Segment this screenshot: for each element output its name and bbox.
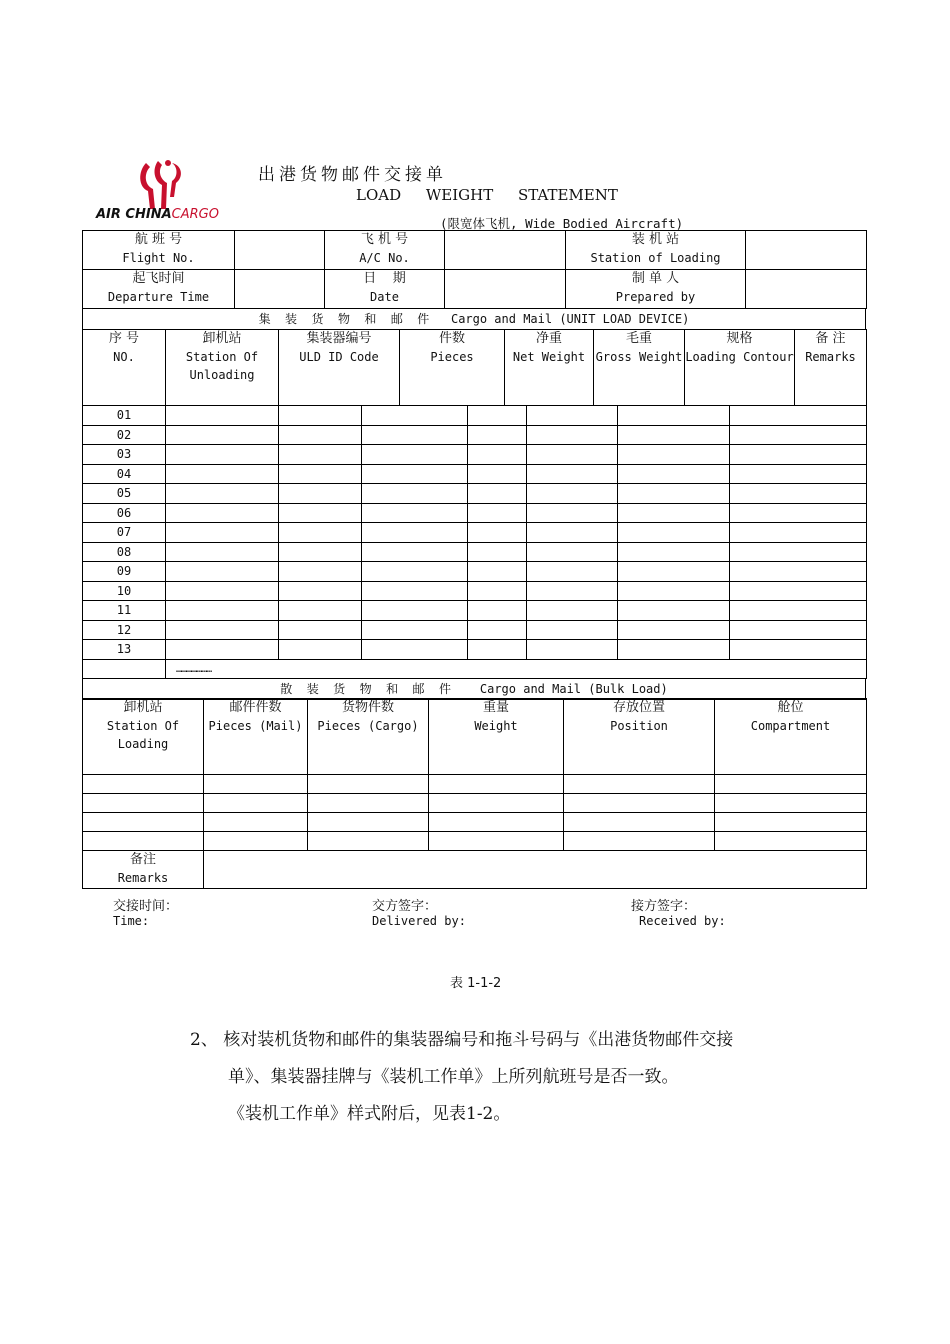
table-cell[interactable]	[468, 503, 527, 523]
header-table	[82, 230, 867, 309]
table-cell[interactable]	[618, 445, 730, 465]
subtitle: (限宽体飞机, Wide Bodied Aircraft)	[440, 216, 684, 231]
table-cell[interactable]	[468, 523, 527, 543]
table-row	[83, 523, 867, 543]
table-cell[interactable]	[279, 484, 362, 504]
prepared-by-label: 制 单 人 Prepared by	[566, 270, 746, 309]
table-row	[83, 542, 867, 562]
title-english: LOAD WEIGHT STATEMENT	[356, 186, 618, 204]
departure-time-field[interactable]	[235, 270, 325, 309]
col-position: 存放位置 Position	[564, 699, 715, 775]
date-label: 日 期 Date	[325, 270, 445, 309]
paragraph-line-1: 2、 核对装机货物和邮件的集装器编号和拖斗号码与《出港货物邮件交接	[190, 1030, 734, 1050]
table-cell[interactable]	[730, 601, 867, 621]
table-cell[interactable]	[730, 542, 867, 562]
table-row	[83, 464, 867, 484]
table-row	[83, 503, 867, 523]
ac-no-field[interactable]	[445, 231, 566, 270]
handover-time: 交接时间： Time:	[113, 899, 179, 928]
table-cell[interactable]	[618, 640, 730, 660]
table-cell[interactable]	[730, 445, 867, 465]
table-cell[interactable]	[279, 562, 362, 582]
table-cell[interactable]	[618, 542, 730, 562]
table-cell[interactable]	[279, 542, 362, 562]
table-cell[interactable]	[362, 484, 468, 504]
table-row	[83, 601, 867, 621]
table-cell[interactable]	[362, 406, 468, 426]
table-cell[interactable]	[468, 542, 527, 562]
row-number: 06	[83, 503, 166, 523]
table-cell[interactable]	[166, 581, 279, 601]
table-cell[interactable]	[468, 484, 527, 504]
col-pieces: 件数 Pieces	[400, 330, 505, 406]
table-cell[interactable]	[279, 406, 362, 426]
table-row	[83, 640, 867, 660]
table-cell[interactable]	[279, 640, 362, 660]
table-cell[interactable]	[730, 620, 867, 640]
table-cell[interactable]	[468, 640, 527, 660]
table-cell[interactable]	[468, 601, 527, 621]
table-cell[interactable]	[166, 640, 279, 660]
table-cell[interactable]	[618, 464, 730, 484]
flight-no-field[interactable]	[235, 231, 325, 270]
table-cell[interactable]	[166, 542, 279, 562]
row-number: 09	[83, 562, 166, 582]
air-china-cargo-logo	[96, 157, 222, 227]
table-cell[interactable]	[166, 562, 279, 582]
table-cell[interactable]	[730, 464, 867, 484]
row-number: 02	[83, 425, 166, 445]
table-cell[interactable]	[527, 464, 618, 484]
col-gross-weight: 毛重 Gross Weight	[594, 330, 685, 406]
table-cell[interactable]	[618, 620, 730, 640]
col-uld-id: 集装器编号 ULD ID Code	[279, 330, 400, 406]
table-cell[interactable]	[730, 406, 867, 426]
table-row	[83, 620, 867, 640]
table-cell[interactable]	[166, 464, 279, 484]
col-compartment: 舱位 Compartment	[715, 699, 867, 775]
table-cell[interactable]	[527, 445, 618, 465]
table-cell[interactable]	[527, 484, 618, 504]
col-station-unloading: 卸机站 Station Of Unloading	[166, 330, 279, 406]
phoenix-icon	[128, 157, 188, 211]
table-cell[interactable]	[618, 581, 730, 601]
table-cell[interactable]	[527, 425, 618, 445]
col-pieces-mail: 邮件件数 Pieces (Mail)	[204, 699, 308, 775]
received-by: 接方签字： Received by:	[631, 899, 726, 928]
table-cell[interactable]	[166, 445, 279, 465]
table-cell[interactable]	[730, 640, 867, 660]
bulk-section-bar	[82, 678, 866, 700]
col-remarks: 备 注 Remarks	[795, 330, 867, 406]
row-number: 03	[83, 445, 166, 465]
table-cell[interactable]	[279, 464, 362, 484]
ac-no-label: 飞 机 号 A/C No.	[325, 231, 445, 270]
table-cell[interactable]	[166, 503, 279, 523]
table-cell[interactable]	[618, 484, 730, 504]
paragraph-line-2: 单》、集装器挂牌与《装机工作单》上所列航班号是否一致。	[228, 1067, 679, 1087]
table-cell[interactable]	[527, 542, 618, 562]
table-cell[interactable]	[618, 523, 730, 543]
table-cell[interactable]	[362, 620, 468, 640]
table-cell[interactable]	[618, 601, 730, 621]
table-cell[interactable]	[279, 445, 362, 465]
remarks-label: 备注 Remarks	[83, 851, 204, 889]
table-cell[interactable]	[468, 620, 527, 640]
row-number: 07	[83, 523, 166, 543]
table-cell[interactable]	[730, 562, 867, 582]
table-cell[interactable]	[468, 425, 527, 445]
table-cell[interactable]	[362, 445, 468, 465]
col-pieces-cargo: 货物件数 Pieces (Cargo)	[308, 699, 429, 775]
row-number: 11	[83, 601, 166, 621]
table-cell[interactable]	[730, 484, 867, 504]
table-cell[interactable]	[730, 503, 867, 523]
row-number: 12	[83, 620, 166, 640]
uld-header-table	[82, 329, 867, 406]
table-cell[interactable]	[279, 620, 362, 640]
table-cell[interactable]	[362, 601, 468, 621]
dotted-line: …………………	[176, 664, 212, 675]
table-cell[interactable]	[527, 406, 618, 426]
row-number: 10	[83, 581, 166, 601]
table-cell[interactable]	[618, 562, 730, 582]
row-number: 05	[83, 484, 166, 504]
col-weight: 重量 Weight	[429, 699, 564, 775]
table-cell[interactable]	[362, 562, 468, 582]
table-row	[83, 581, 867, 601]
bulk-table	[82, 698, 867, 889]
table-cell[interactable]	[279, 601, 362, 621]
table-cell[interactable]	[527, 640, 618, 660]
table-cell[interactable]	[279, 523, 362, 543]
row-number: 13	[83, 640, 166, 660]
flight-no-label: 航 班 号 Flight No.	[83, 231, 235, 270]
station-loading-label: 装 机 站 Station of Loading	[566, 231, 746, 270]
table-cell[interactable]	[527, 523, 618, 543]
table-cell[interactable]	[166, 425, 279, 445]
table-cell[interactable]	[166, 484, 279, 504]
table-row	[83, 832, 867, 851]
table-row	[83, 406, 867, 426]
table-cell[interactable]	[362, 640, 468, 660]
table-cell[interactable]	[618, 503, 730, 523]
table-cell[interactable]	[362, 425, 468, 445]
table-cell[interactable]	[362, 581, 468, 601]
delivered-by: 交方签字： Delivered by:	[372, 899, 466, 928]
table-cell[interactable]	[527, 601, 618, 621]
uld-section-bar	[82, 308, 866, 330]
table-cell[interactable]	[468, 562, 527, 582]
table-cell[interactable]	[527, 620, 618, 640]
table-row	[83, 484, 867, 504]
table-row	[83, 813, 867, 832]
table-cell[interactable]	[468, 581, 527, 601]
table-caption: 表 1-1-2	[450, 976, 502, 991]
row-number: 01	[83, 406, 166, 426]
table-cell[interactable]	[730, 523, 867, 543]
table-cell[interactable]	[468, 406, 527, 426]
table-cell[interactable]	[279, 425, 362, 445]
table-cell[interactable]	[166, 601, 279, 621]
table-cell[interactable]	[362, 464, 468, 484]
title-chinese: 出港货物邮件交接单	[258, 165, 447, 185]
table-cell[interactable]	[527, 581, 618, 601]
table-cell[interactable]	[362, 523, 468, 543]
table-cell[interactable]	[730, 581, 867, 601]
table-cell[interactable]	[279, 503, 362, 523]
col-station-loading: 卸机站 Station Of Loading	[83, 699, 204, 775]
table-cell[interactable]	[166, 406, 279, 426]
table-row	[83, 562, 867, 582]
table-cell[interactable]	[618, 425, 730, 445]
table-cell[interactable]	[362, 542, 468, 562]
table-row	[83, 425, 867, 445]
remarks-field[interactable]	[204, 851, 867, 889]
table-cell[interactable]	[730, 425, 867, 445]
table-cell[interactable]	[279, 581, 362, 601]
table-cell[interactable]	[362, 503, 468, 523]
table-cell[interactable]	[618, 406, 730, 426]
uld-rows-table	[82, 405, 867, 679]
col-loading-contour: 规格 Loading Contour	[685, 330, 795, 406]
bulk-section-title: 散 装 货 物 和 邮 件 Cargo and Mail (Bulk Load)	[280, 682, 668, 696]
table-row	[83, 794, 867, 813]
paragraph-line-3: 《装机工作单》样式附后，见表1-2。	[228, 1104, 511, 1124]
uld-section-title: 集 装 货 物 和 邮 件 Cargo and Mail (UNIT LOAD DEVICE)	[258, 312, 690, 326]
row-number: 08	[83, 542, 166, 562]
table-cell[interactable]	[468, 445, 527, 465]
prepared-by-field[interactable]	[746, 270, 867, 309]
table-cell[interactable]	[527, 562, 618, 582]
table-cell[interactable]	[527, 503, 618, 523]
col-net-weight: 净重 Net Weight	[505, 330, 594, 406]
station-loading-field[interactable]	[746, 231, 867, 270]
col-seq: 序 号 NO.	[83, 330, 166, 406]
departure-time-label: 起飞时间 Departure Time	[83, 270, 235, 309]
table-cell[interactable]	[166, 523, 279, 543]
table-cell[interactable]	[468, 464, 527, 484]
logo-wordmark: AIR CHINACARGO	[96, 207, 219, 222]
table-cell[interactable]	[166, 620, 279, 640]
row-number: 04	[83, 464, 166, 484]
date-field[interactable]	[445, 270, 566, 309]
table-row	[83, 445, 867, 465]
table-row	[83, 775, 867, 794]
